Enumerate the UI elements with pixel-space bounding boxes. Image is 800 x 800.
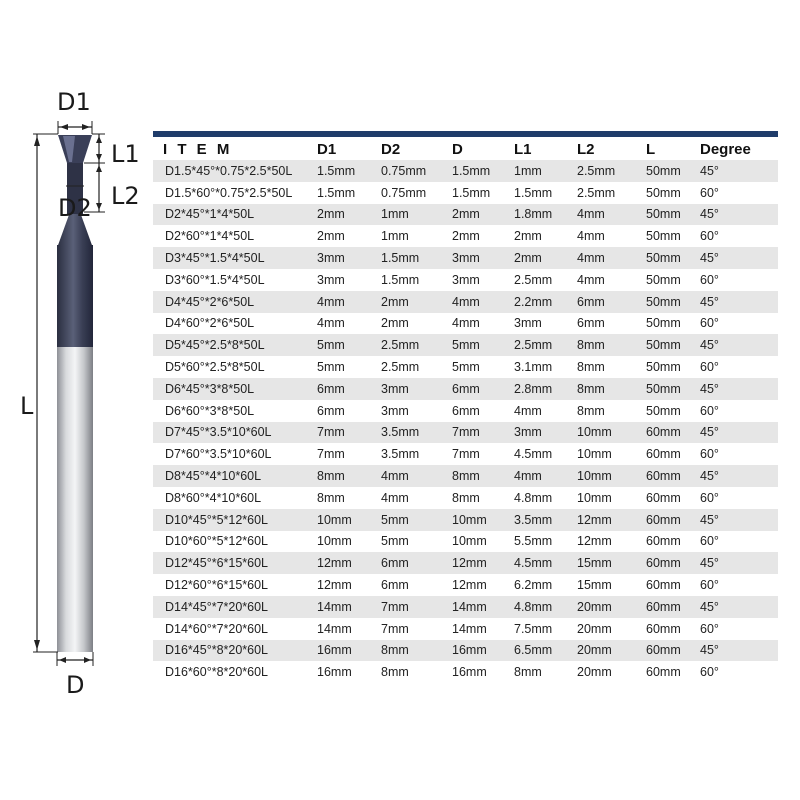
cell-l: 60mm	[642, 618, 696, 640]
cell-d2: 1.5mm	[377, 269, 448, 291]
cell-l: 50mm	[642, 356, 696, 378]
cell-d2: 7mm	[377, 596, 448, 618]
cell-d: 2mm	[448, 225, 510, 247]
cell-degree: 60°	[696, 574, 778, 596]
cell-d2: 3.5mm	[377, 422, 448, 444]
cell-d2: 1mm	[377, 204, 448, 226]
cell-d: 10mm	[448, 531, 510, 553]
label-l: L	[20, 392, 34, 420]
cell-d2: 5mm	[377, 531, 448, 553]
cell-degree: 60°	[696, 618, 778, 640]
cell-l2: 10mm	[573, 465, 642, 487]
cell-l: 60mm	[642, 531, 696, 553]
cell-d1: 2mm	[313, 225, 377, 247]
cell-degree: 60°	[696, 400, 778, 422]
table-row	[153, 400, 778, 422]
cell-item: D5*45°*2.5*8*50L	[153, 334, 313, 356]
cell-d: 1.5mm	[448, 160, 510, 182]
label-l1: L1	[111, 140, 140, 168]
cell-l: 50mm	[642, 378, 696, 400]
cell-item: D8*45°*4*10*60L	[153, 465, 313, 487]
table-row	[153, 269, 778, 291]
cell-d2: 0.75mm	[377, 160, 448, 182]
cell-item: D16*45°*8*20*60L	[153, 640, 313, 662]
cell-d: 6mm	[448, 400, 510, 422]
header-l2: L2	[573, 138, 642, 160]
cell-d2: 1mm	[377, 225, 448, 247]
table-row	[153, 378, 778, 400]
cell-l1: 4.5mm	[510, 443, 573, 465]
cell-d2: 2.5mm	[377, 334, 448, 356]
table-row	[153, 313, 778, 335]
cell-item: D7*45°*3.5*10*60L	[153, 422, 313, 444]
cell-l2: 10mm	[573, 487, 642, 509]
cell-l1: 4mm	[510, 465, 573, 487]
header-item: I T E M	[153, 138, 313, 160]
cell-d: 10mm	[448, 509, 510, 531]
cell-l: 50mm	[642, 400, 696, 422]
header-degree: Degree	[696, 138, 778, 160]
cell-d1: 12mm	[313, 552, 377, 574]
cell-item: D14*45°*7*20*60L	[153, 596, 313, 618]
cell-l1: 2mm	[510, 225, 573, 247]
cell-degree: 60°	[696, 269, 778, 291]
cell-d1: 2mm	[313, 204, 377, 226]
cell-d1: 12mm	[313, 574, 377, 596]
cell-l1: 2.8mm	[510, 378, 573, 400]
cell-l: 60mm	[642, 661, 696, 683]
cell-l2: 10mm	[573, 443, 642, 465]
table-row	[153, 356, 778, 378]
cell-l1: 3mm	[510, 313, 573, 335]
cell-d1: 3mm	[313, 247, 377, 269]
header-d2: D2	[377, 138, 448, 160]
cell-item: D4*45°*2*6*50L	[153, 291, 313, 313]
cell-d1: 6mm	[313, 378, 377, 400]
cell-degree: 60°	[696, 487, 778, 509]
label-d1: D1	[57, 88, 91, 116]
cell-item: D6*60°*3*8*50L	[153, 400, 313, 422]
cell-l: 60mm	[642, 596, 696, 618]
cell-d1: 1.5mm	[313, 160, 377, 182]
table-row	[153, 509, 778, 531]
cell-degree: 45°	[696, 160, 778, 182]
cell-l: 50mm	[642, 291, 696, 313]
cell-item: D10*45°*5*12*60L	[153, 509, 313, 531]
cell-d1: 4mm	[313, 291, 377, 313]
cell-d: 4mm	[448, 291, 510, 313]
cell-item: D6*45°*3*8*50L	[153, 378, 313, 400]
cell-d2: 8mm	[377, 640, 448, 662]
cell-d1: 7mm	[313, 422, 377, 444]
cell-degree: 45°	[696, 640, 778, 662]
cell-d1: 8mm	[313, 487, 377, 509]
cell-l1: 8mm	[510, 661, 573, 683]
cell-d1: 10mm	[313, 509, 377, 531]
cell-l2: 4mm	[573, 204, 642, 226]
label-d2: D2	[58, 194, 92, 222]
cell-l1: 2.5mm	[510, 269, 573, 291]
cell-d2: 3.5mm	[377, 443, 448, 465]
cell-degree: 60°	[696, 443, 778, 465]
cell-d2: 4mm	[377, 487, 448, 509]
cell-d1: 14mm	[313, 618, 377, 640]
table-row	[153, 291, 778, 313]
cell-l2: 4mm	[573, 225, 642, 247]
cell-d: 3mm	[448, 247, 510, 269]
cell-l2: 4mm	[573, 247, 642, 269]
cell-degree: 45°	[696, 204, 778, 226]
cell-l2: 6mm	[573, 313, 642, 335]
cell-degree: 45°	[696, 552, 778, 574]
cell-l1: 7.5mm	[510, 618, 573, 640]
cell-d2: 0.75mm	[377, 182, 448, 204]
cell-d: 5mm	[448, 356, 510, 378]
cell-d2: 1.5mm	[377, 247, 448, 269]
tool-shank	[57, 345, 93, 652]
cell-l1: 4.8mm	[510, 487, 573, 509]
cell-l: 50mm	[642, 313, 696, 335]
cell-d: 14mm	[448, 618, 510, 640]
cell-l: 60mm	[642, 509, 696, 531]
cell-d: 8mm	[448, 487, 510, 509]
cell-d2: 6mm	[377, 552, 448, 574]
cell-l: 60mm	[642, 487, 696, 509]
header-l: L	[642, 138, 696, 160]
table-row	[153, 487, 778, 509]
cell-d2: 5mm	[377, 509, 448, 531]
cell-l: 50mm	[642, 269, 696, 291]
tool-diagram	[0, 0, 160, 800]
cell-l: 50mm	[642, 247, 696, 269]
cell-l2: 6mm	[573, 291, 642, 313]
cell-l: 50mm	[642, 160, 696, 182]
cell-d1: 16mm	[313, 640, 377, 662]
cell-item: D5*60°*2.5*8*50L	[153, 356, 313, 378]
cell-l2: 12mm	[573, 531, 642, 553]
cell-l2: 2.5mm	[573, 160, 642, 182]
cell-d: 3mm	[448, 269, 510, 291]
cell-l1: 6.2mm	[510, 574, 573, 596]
cell-d: 7mm	[448, 443, 510, 465]
cell-d: 7mm	[448, 422, 510, 444]
cell-l1: 2.5mm	[510, 334, 573, 356]
cell-d: 8mm	[448, 465, 510, 487]
cell-l: 60mm	[642, 552, 696, 574]
table-row	[153, 574, 778, 596]
cell-d1: 1.5mm	[313, 182, 377, 204]
cell-item: D3*45°*1.5*4*50L	[153, 247, 313, 269]
table-row	[153, 204, 778, 226]
table-row	[153, 596, 778, 618]
table-row	[153, 247, 778, 269]
cell-l: 60mm	[642, 465, 696, 487]
header-d1: D1	[313, 138, 377, 160]
table-row	[153, 531, 778, 553]
cell-l: 60mm	[642, 574, 696, 596]
cell-l: 60mm	[642, 443, 696, 465]
cell-d: 16mm	[448, 661, 510, 683]
cell-degree: 60°	[696, 182, 778, 204]
label-l2: L2	[111, 182, 140, 210]
cell-d: 4mm	[448, 313, 510, 335]
tool-coated-body	[57, 245, 93, 347]
cell-l1: 5.5mm	[510, 531, 573, 553]
cell-degree: 45°	[696, 509, 778, 531]
table-row	[153, 465, 778, 487]
cell-item: D1.5*45°*0.75*2.5*50L	[153, 160, 313, 182]
cell-l2: 15mm	[573, 552, 642, 574]
cell-l: 50mm	[642, 225, 696, 247]
cell-l: 50mm	[642, 334, 696, 356]
table-row	[153, 225, 778, 247]
cell-degree: 60°	[696, 225, 778, 247]
cell-d2: 3mm	[377, 378, 448, 400]
table-row	[153, 422, 778, 444]
cell-d1: 3mm	[313, 269, 377, 291]
cell-degree: 60°	[696, 313, 778, 335]
cell-d: 12mm	[448, 552, 510, 574]
cell-d2: 8mm	[377, 661, 448, 683]
table-row	[153, 160, 778, 182]
cell-d2: 6mm	[377, 574, 448, 596]
table-row	[153, 661, 778, 683]
cell-l2: 8mm	[573, 334, 642, 356]
cell-l2: 20mm	[573, 618, 642, 640]
table-row	[153, 443, 778, 465]
cell-d2: 4mm	[377, 465, 448, 487]
cell-degree: 45°	[696, 422, 778, 444]
header-d: D	[448, 138, 510, 160]
cell-item: D2*45°*1*4*50L	[153, 204, 313, 226]
cell-item: D12*60°*6*15*60L	[153, 574, 313, 596]
cell-l1: 2.2mm	[510, 291, 573, 313]
cell-item: D14*60°*7*20*60L	[153, 618, 313, 640]
cell-degree: 60°	[696, 661, 778, 683]
cell-d: 2mm	[448, 204, 510, 226]
cell-d: 12mm	[448, 574, 510, 596]
table-row	[153, 182, 778, 204]
cell-l1: 4mm	[510, 400, 573, 422]
cell-d: 6mm	[448, 378, 510, 400]
cell-degree: 60°	[696, 356, 778, 378]
cell-d2: 2mm	[377, 291, 448, 313]
cell-item: D8*60°*4*10*60L	[153, 487, 313, 509]
cell-d1: 14mm	[313, 596, 377, 618]
cell-degree: 60°	[696, 531, 778, 553]
cell-item: D2*60°*1*4*50L	[153, 225, 313, 247]
table-row	[153, 334, 778, 356]
cell-l1: 3.1mm	[510, 356, 573, 378]
table-header-row	[153, 138, 778, 160]
cell-l1: 4.8mm	[510, 596, 573, 618]
cell-item: D12*45°*6*15*60L	[153, 552, 313, 574]
cell-degree: 45°	[696, 596, 778, 618]
cell-l1: 2mm	[510, 247, 573, 269]
cell-l2: 10mm	[573, 422, 642, 444]
cell-item: D3*60°*1.5*4*50L	[153, 269, 313, 291]
cell-l1: 1.8mm	[510, 204, 573, 226]
cell-l2: 12mm	[573, 509, 642, 531]
table-header-bar	[153, 131, 778, 137]
cell-d1: 5mm	[313, 334, 377, 356]
cell-item: D7*60°*3.5*10*60L	[153, 443, 313, 465]
cell-item: D10*60°*5*12*60L	[153, 531, 313, 553]
cell-degree: 45°	[696, 247, 778, 269]
cell-l: 50mm	[642, 182, 696, 204]
table-row	[153, 640, 778, 662]
cell-item: D1.5*60°*0.75*2.5*50L	[153, 182, 313, 204]
cell-d1: 5mm	[313, 356, 377, 378]
cell-d2: 3mm	[377, 400, 448, 422]
cell-degree: 45°	[696, 334, 778, 356]
cell-d: 16mm	[448, 640, 510, 662]
cell-l2: 8mm	[573, 356, 642, 378]
cell-d1: 16mm	[313, 661, 377, 683]
spec-table-container	[153, 131, 778, 687]
cell-l1: 1mm	[510, 160, 573, 182]
cell-l2: 20mm	[573, 640, 642, 662]
header-l1: L1	[510, 138, 573, 160]
cell-d: 14mm	[448, 596, 510, 618]
cell-l1: 6.5mm	[510, 640, 573, 662]
cell-l2: 20mm	[573, 596, 642, 618]
cell-degree: 45°	[696, 291, 778, 313]
cell-d1: 4mm	[313, 313, 377, 335]
spec-table	[153, 138, 778, 683]
cell-item: D4*60°*2*6*50L	[153, 313, 313, 335]
cell-l1: 3mm	[510, 422, 573, 444]
cell-d2: 7mm	[377, 618, 448, 640]
cell-l2: 8mm	[573, 400, 642, 422]
table-row	[153, 552, 778, 574]
label-d: D	[66, 671, 85, 699]
cell-d2: 2.5mm	[377, 356, 448, 378]
cell-d1: 8mm	[313, 465, 377, 487]
cell-l: 60mm	[642, 640, 696, 662]
cell-degree: 45°	[696, 378, 778, 400]
cell-d1: 10mm	[313, 531, 377, 553]
table-row	[153, 618, 778, 640]
cell-d: 5mm	[448, 334, 510, 356]
tool-dovetail-head	[58, 135, 92, 163]
cell-d2: 2mm	[377, 313, 448, 335]
cell-l: 60mm	[642, 422, 696, 444]
cell-d: 1.5mm	[448, 182, 510, 204]
cell-degree: 45°	[696, 465, 778, 487]
cell-l2: 15mm	[573, 574, 642, 596]
cell-l2: 4mm	[573, 269, 642, 291]
cell-l1: 4.5mm	[510, 552, 573, 574]
cell-l2: 2.5mm	[573, 182, 642, 204]
cell-item: D16*60°*8*20*60L	[153, 661, 313, 683]
cell-l: 50mm	[642, 204, 696, 226]
cell-l1: 3.5mm	[510, 509, 573, 531]
cell-l1: 1.5mm	[510, 182, 573, 204]
cell-l2: 20mm	[573, 661, 642, 683]
cell-d1: 7mm	[313, 443, 377, 465]
cell-l2: 8mm	[573, 378, 642, 400]
cell-d1: 6mm	[313, 400, 377, 422]
